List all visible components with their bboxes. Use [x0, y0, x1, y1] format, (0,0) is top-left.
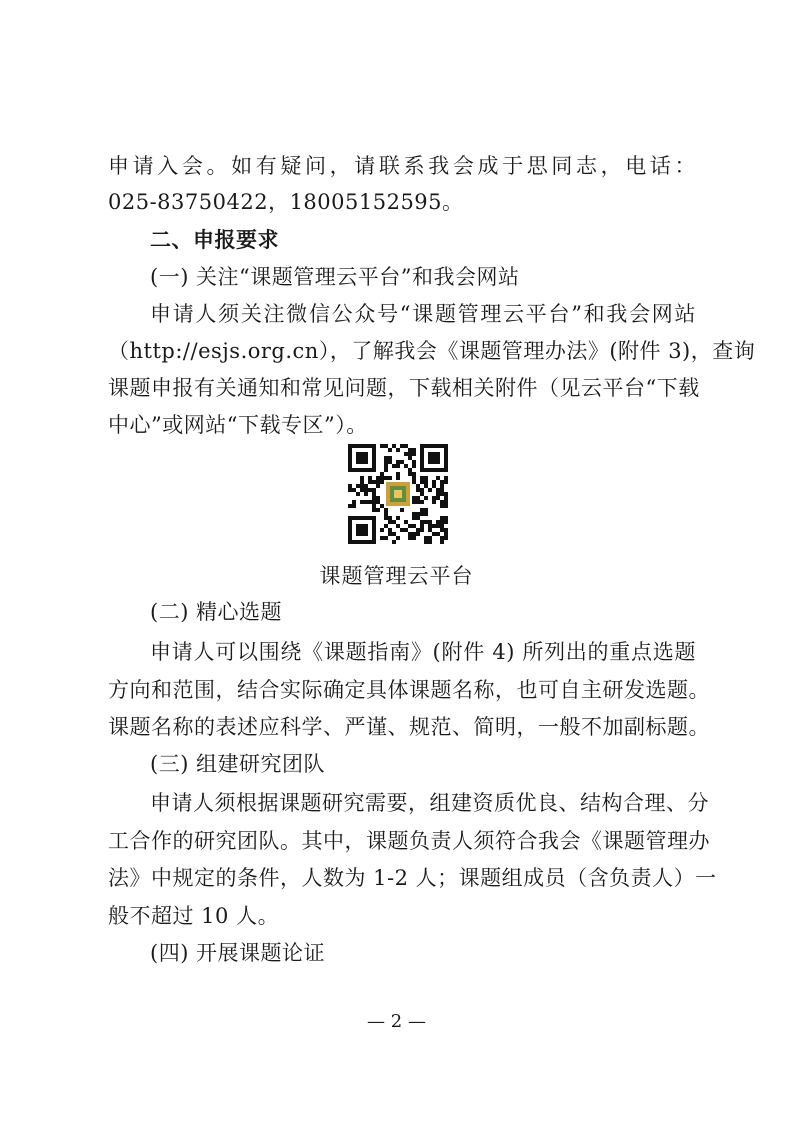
paragraph-line: 申请人可以围绕《课题指南》(附件 4) 所列出的重点选题 [150, 640, 696, 664]
subsection-heading: (一) 关注“课题管理云平台”和我会网站 [150, 265, 520, 289]
paragraph-line: 法》中规定的条件，人数为 1-2 人；课题组成员（含负责人）一 [108, 866, 717, 890]
qr-caption: 课题管理云平台 [319, 564, 474, 588]
paragraph-line: 申请人须根据课题研究需要，组建资质优良、结构合理、分 [150, 791, 709, 815]
subsection-heading: (四) 开展课题论证 [150, 941, 326, 965]
section-heading: 二、申报要求 [150, 228, 279, 252]
paragraph-line: 申请人须关注微信公众号“课题管理云平台”和我会网站 [150, 302, 696, 326]
subsection-heading: (三) 组建研究团队 [150, 752, 326, 776]
paragraph-line: 工合作的研究团队。其中，课题负责人须符合我会《课题管理办 [108, 829, 710, 853]
page-number: — 2 — [367, 1011, 426, 1032]
paragraph-line: 申请入会。如有疑问，请联系我会成于思同志，电话： [108, 154, 696, 178]
paragraph-line: 中心”或网站“下载专区”）。 [108, 413, 368, 437]
paragraph-line: 025-83750422，18005152595。 [108, 190, 464, 214]
paragraph-line: （http://esjs.org.cn），了解我会《课题管理办法》(附件 3)，查询 [108, 339, 756, 363]
qr-code-icon [348, 444, 448, 544]
paragraph-line: 课题申报有关通知和常见问题，下载相关附件（见云平台“下载 [108, 376, 700, 400]
subsection-heading: (二) 精心选题 [150, 600, 283, 624]
paragraph-line: 方向和范围，结合实际确定具体课题名称，也可自主研发选题。 [108, 678, 710, 702]
paragraph-line: 课题名称的表述应科学、严谨、规范、简明，一般不加副标题。 [108, 715, 710, 739]
paragraph-line: 般不超过 10 人。 [108, 904, 280, 928]
